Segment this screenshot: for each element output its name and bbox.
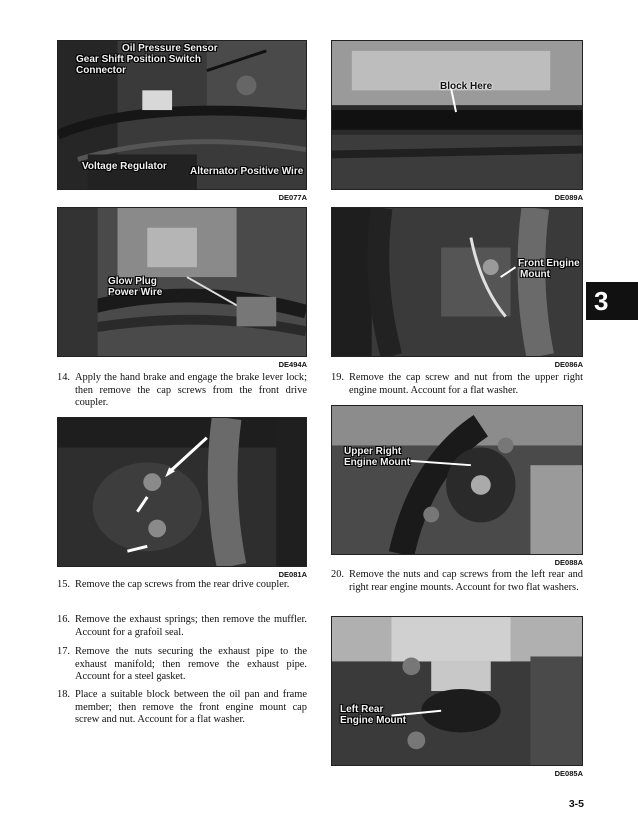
label-power-wire: Power Wire	[108, 287, 163, 298]
step-text: Remove the cap screw and nut from the upper right engine mount. Account for a flat washer.	[349, 372, 583, 396]
figure-code-de077a: DE077A	[278, 193, 307, 202]
photo-de088a	[331, 405, 583, 555]
step-number: 16.	[57, 614, 70, 625]
step-number: 15.	[57, 579, 70, 590]
figure-code-de088a: DE088A	[554, 558, 583, 567]
step-text: Remove the nuts securing the exhaust pipe to the exhaust manifold; then remove the exhaust pipe. Account for a steel gasket.	[75, 646, 307, 683]
upper-right-engine-mount-image	[332, 406, 582, 554]
step-19	[331, 372, 583, 397]
label-alternator-wire: Alternator Positive Wire	[190, 166, 304, 177]
label-connector: Connector	[76, 65, 126, 76]
front-engine-mount-image	[332, 208, 582, 356]
step-number: 19.	[331, 372, 344, 383]
photo-de494a	[57, 207, 307, 357]
figure-code-de086a: DE086A	[554, 360, 583, 369]
figure-code-de085a: DE085A	[554, 769, 583, 778]
page-number: 3-5	[568, 798, 584, 810]
step-number: 17.	[57, 646, 70, 657]
label-left-rear-1: Left Rear	[340, 704, 384, 715]
rear-drive-coupler-image	[58, 418, 306, 566]
step-number: 18.	[57, 689, 70, 700]
figure-code-de081a: DE081A	[278, 570, 307, 579]
figure-code-de089a: DE089A	[554, 193, 583, 202]
photo-de086a	[331, 207, 583, 357]
chapter-tab: 3	[586, 282, 638, 320]
photo-de085a	[331, 616, 583, 766]
label-upper-right-1: Upper Right	[344, 446, 402, 457]
step-14	[57, 372, 307, 410]
label-front-engine-mount-2: Mount	[520, 269, 550, 280]
label-upper-right-2: Engine Mount	[344, 457, 411, 468]
step-18	[57, 689, 307, 727]
step-number: 14.	[57, 372, 70, 383]
label-block-here: Block Here	[440, 81, 493, 92]
glow-plug-image	[58, 208, 306, 356]
step-text: Apply the hand brake and engage the brake lever lock; then remove the cap screws from the front drive coupler.	[75, 372, 307, 409]
left-rear-engine-mount-image	[332, 617, 582, 765]
photo-de077a	[57, 40, 307, 190]
label-oil-pressure-sensor: Oil Pressure Sensor	[122, 43, 218, 54]
step-number: 20.	[331, 569, 344, 580]
oil-pan-block-image	[332, 41, 582, 189]
step-16	[57, 614, 307, 639]
label-voltage-regulator: Voltage Regulator	[82, 161, 167, 172]
figure-code-de494a: DE494A	[278, 360, 307, 369]
step-text: Remove the nuts and cap screws from the left rear and right rear engine mounts. Account for two flat washers.	[349, 569, 583, 593]
step-20	[331, 569, 583, 594]
step-17	[57, 646, 307, 684]
photo-de089a	[331, 40, 583, 190]
label-gear-shift-switch: Gear Shift Position Switch	[76, 54, 202, 65]
label-glow-plug: Glow Plug	[108, 276, 157, 287]
step-15	[57, 579, 307, 592]
step-text: Place a suitable block between the oil pan and frame member; then remove the front engine mount cap screw and nut. Account for a flat washer.	[75, 689, 307, 726]
step-text: Remove the exhaust springs; then remove the muffler. Account for a grafoil seal.	[75, 614, 307, 638]
photo-de081a	[57, 417, 307, 567]
label-left-rear-2: Engine Mount	[340, 715, 407, 726]
label-front-engine-mount-1: Front Engine	[518, 258, 580, 269]
step-text: Remove the cap screws from the rear drive coupler.	[75, 579, 290, 590]
